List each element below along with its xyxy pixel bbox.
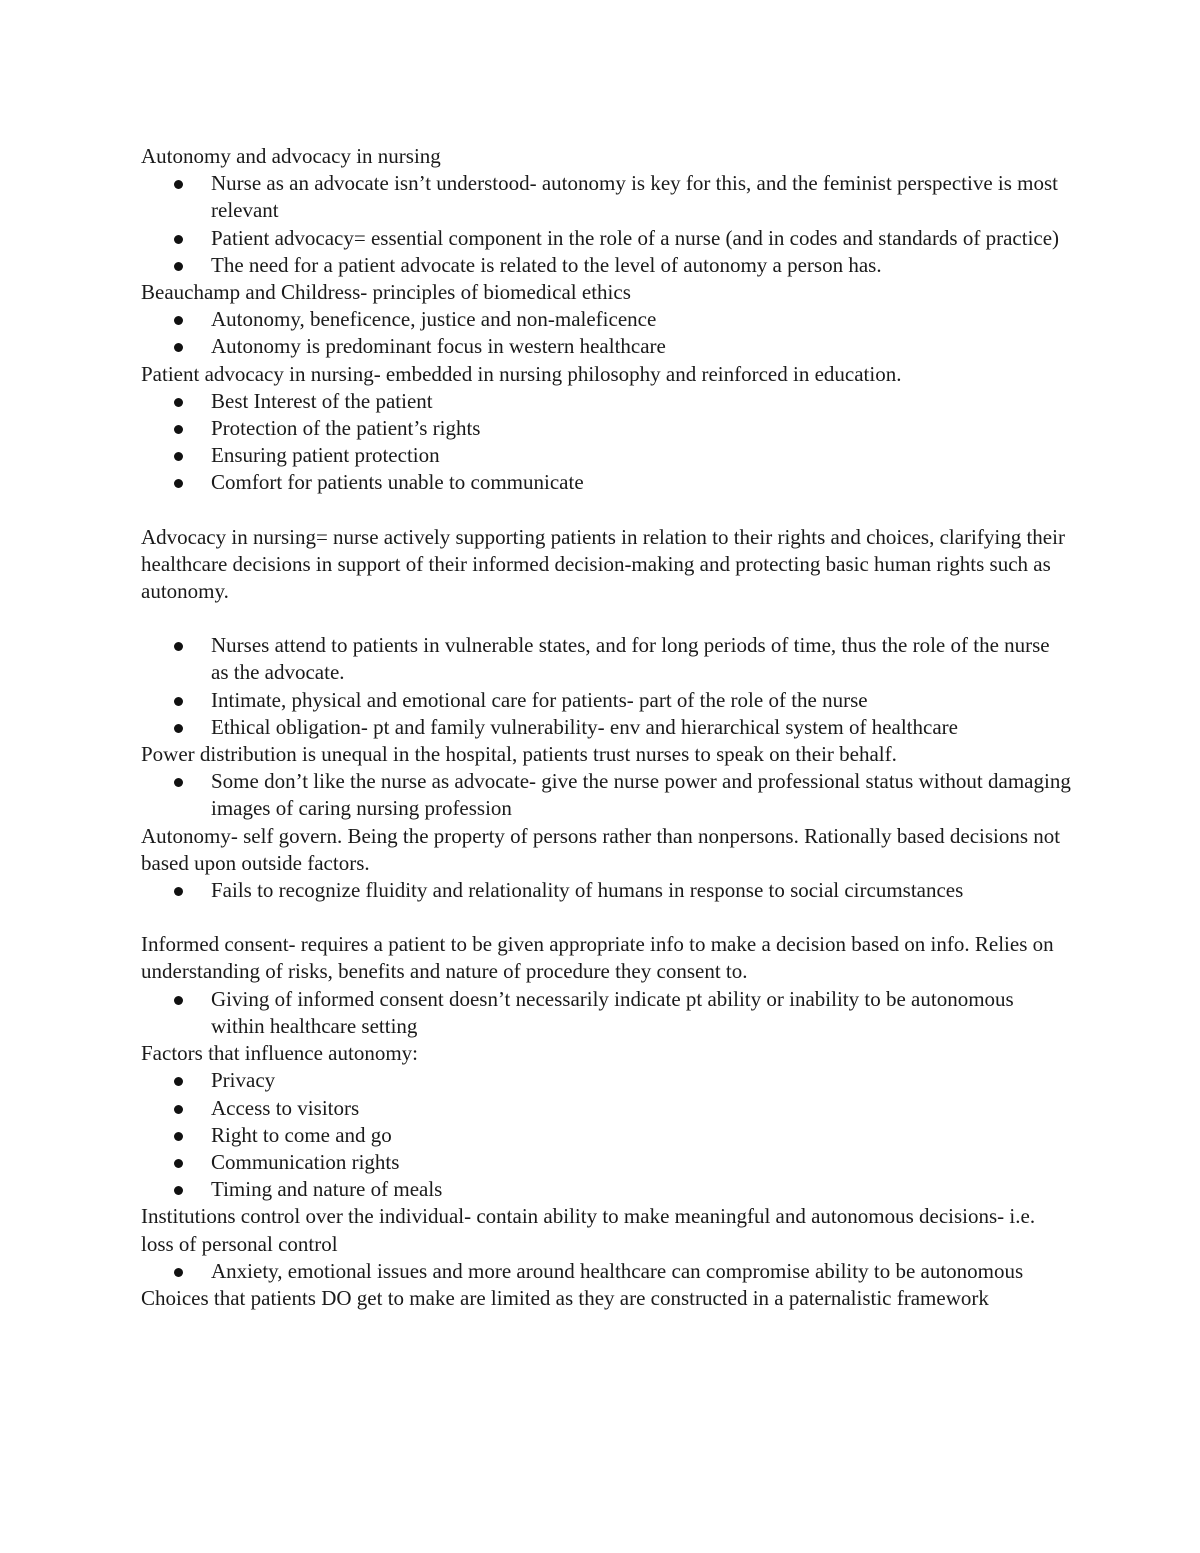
bullet-list [141, 768, 1071, 822]
list-item-text: Autonomy, beneficence, justice and non-maleficence [211, 307, 657, 332]
list-item [141, 469, 1071, 496]
list-item-text: Protection of the patient’s rights [211, 416, 481, 441]
bullet-icon [174, 1186, 183, 1195]
list-item [141, 986, 1071, 1040]
bullet-icon [174, 425, 183, 434]
bullet-icon [174, 778, 183, 787]
list-item-text: Anxiety, emotional issues and more around healthcare can compromise ability to be autonomous [211, 1258, 1024, 1283]
list-item-text: The need for a patient advocate is related to the level of autonomy a person has. [211, 252, 882, 277]
bullet-list [141, 306, 1071, 360]
paragraph: Choices that patients DO get to make are limited as they are constructed in a paternalistic framework [141, 1285, 989, 1310]
bullet-list [141, 1067, 1071, 1203]
paragraph: Autonomy and advocacy in nursing [141, 144, 441, 168]
bullet-icon [174, 1268, 183, 1277]
blank-line [141, 605, 1071, 632]
bullet-icon [174, 887, 183, 896]
blank-line [141, 497, 1071, 524]
bullet-icon [174, 316, 183, 325]
list-item [141, 170, 1071, 224]
bullet-icon [174, 452, 183, 461]
list-item [141, 442, 1071, 469]
bullet-list [141, 877, 1071, 904]
paragraph: Autonomy- self govern. Being the property of persons rather than nonpersons. Rationally based decisions not based upon outside factors. [141, 823, 1061, 875]
bullet-icon [174, 642, 183, 651]
list-item-text: Ensuring patient protection [211, 443, 440, 468]
bullet-list [141, 986, 1071, 1040]
list-item [141, 1067, 1071, 1094]
list-item-text: Communication rights [211, 1149, 400, 1174]
bullet-list [141, 632, 1071, 741]
list-item [141, 1176, 1071, 1203]
list-item-text: Best Interest of the patient [211, 388, 433, 413]
list-item [141, 714, 1071, 741]
list-item-text: Comfort for patients unable to communicate [211, 470, 584, 495]
list-item [141, 415, 1071, 442]
bullet-icon [174, 262, 183, 271]
list-item-text: Nurse as an advocate isn’t understood- autonomy is key for this, and the feminist perspective is most relevant [211, 171, 1059, 223]
list-item-text: Autonomy is predominant focus in western healthcare [211, 334, 666, 359]
paragraph: Institutions control over the individual- contain ability to make meaningful and autonomous decisions- i.e. loss of personal control [141, 1204, 1036, 1256]
document-page [141, 143, 1071, 1312]
blank-line [141, 904, 1071, 931]
bullet-list [141, 1258, 1071, 1285]
list-item [141, 333, 1071, 360]
bullet-icon [174, 996, 183, 1005]
list-item [141, 687, 1071, 714]
list-item [141, 632, 1071, 686]
bullet-icon [174, 1132, 183, 1141]
list-item [141, 877, 1071, 904]
paragraph: Patient advocacy in nursing- embedded in nursing philosophy and reinforced in education. [141, 361, 902, 386]
bullet-icon [174, 1159, 183, 1168]
list-item [141, 225, 1071, 252]
list-item-text: Giving of informed consent doesn’t necessarily indicate pt ability or inability to be autonomous within healthcare setting [211, 986, 1014, 1038]
list-item-text: Some don’t like the nurse as advocate- give the nurse power and professional status without damaging images of caring nursing profession [211, 769, 1071, 821]
paragraph: Beauchamp and Childress- principles of biomedical ethics [141, 280, 631, 305]
list-item-text: Ethical obligation- pt and family vulnerability- env and hierarchical system of healthcare [211, 714, 958, 739]
paragraph: Advocacy in nursing= nurse actively supporting patients in relation to their rights and choices, clarifying their healthcare decisions in support of their informed decision-making and protecting basic human rights such as autonomy. [141, 524, 1065, 604]
list-item [141, 768, 1071, 822]
list-item [141, 1258, 1071, 1285]
list-item [141, 1122, 1071, 1149]
bullet-icon [174, 724, 183, 733]
list-item-text: Right to come and go [211, 1122, 392, 1147]
list-item [141, 388, 1071, 415]
paragraph: Factors that influence autonomy: [141, 1041, 419, 1066]
bullet-icon [174, 697, 183, 706]
list-item-text: Privacy [211, 1068, 276, 1093]
paragraph: Power distribution is unequal in the hospital, patients trust nurses to speak on their behalf. [141, 742, 897, 767]
list-item-text: Nurses attend to patients in vulnerable states, and for long periods of time, thus the role of the nurse as the advocate. [211, 633, 1050, 685]
bullet-icon [174, 1105, 183, 1114]
bullet-icon [174, 1077, 183, 1086]
list-item [141, 1095, 1071, 1122]
list-item-text: Intimate, physical and emotional care for patients- part of the role of the nurse [211, 687, 868, 712]
bullet-icon [174, 479, 183, 488]
bullet-icon [174, 235, 183, 244]
paragraph: Informed consent- requires a patient to be given appropriate info to make a decision based on info. Relies on understanding of risks, benefits and nature of procedure they consent to. [141, 932, 1054, 984]
list-item-text: Timing and nature of meals [211, 1177, 443, 1202]
bullet-icon [174, 180, 183, 189]
list-item [141, 252, 1071, 279]
list-item-text: Fails to recognize fluidity and relationality of humans in response to social circumstances [211, 878, 964, 903]
bullet-list [141, 170, 1071, 279]
list-item [141, 1149, 1071, 1176]
list-item [141, 306, 1071, 333]
bullet-icon [174, 343, 183, 352]
bullet-icon [174, 398, 183, 407]
list-item-text: Patient advocacy= essential component in the role of a nurse (and in codes and standards of practice) [211, 225, 1060, 250]
list-item-text: Access to visitors [211, 1095, 360, 1120]
bullet-list [141, 388, 1071, 497]
